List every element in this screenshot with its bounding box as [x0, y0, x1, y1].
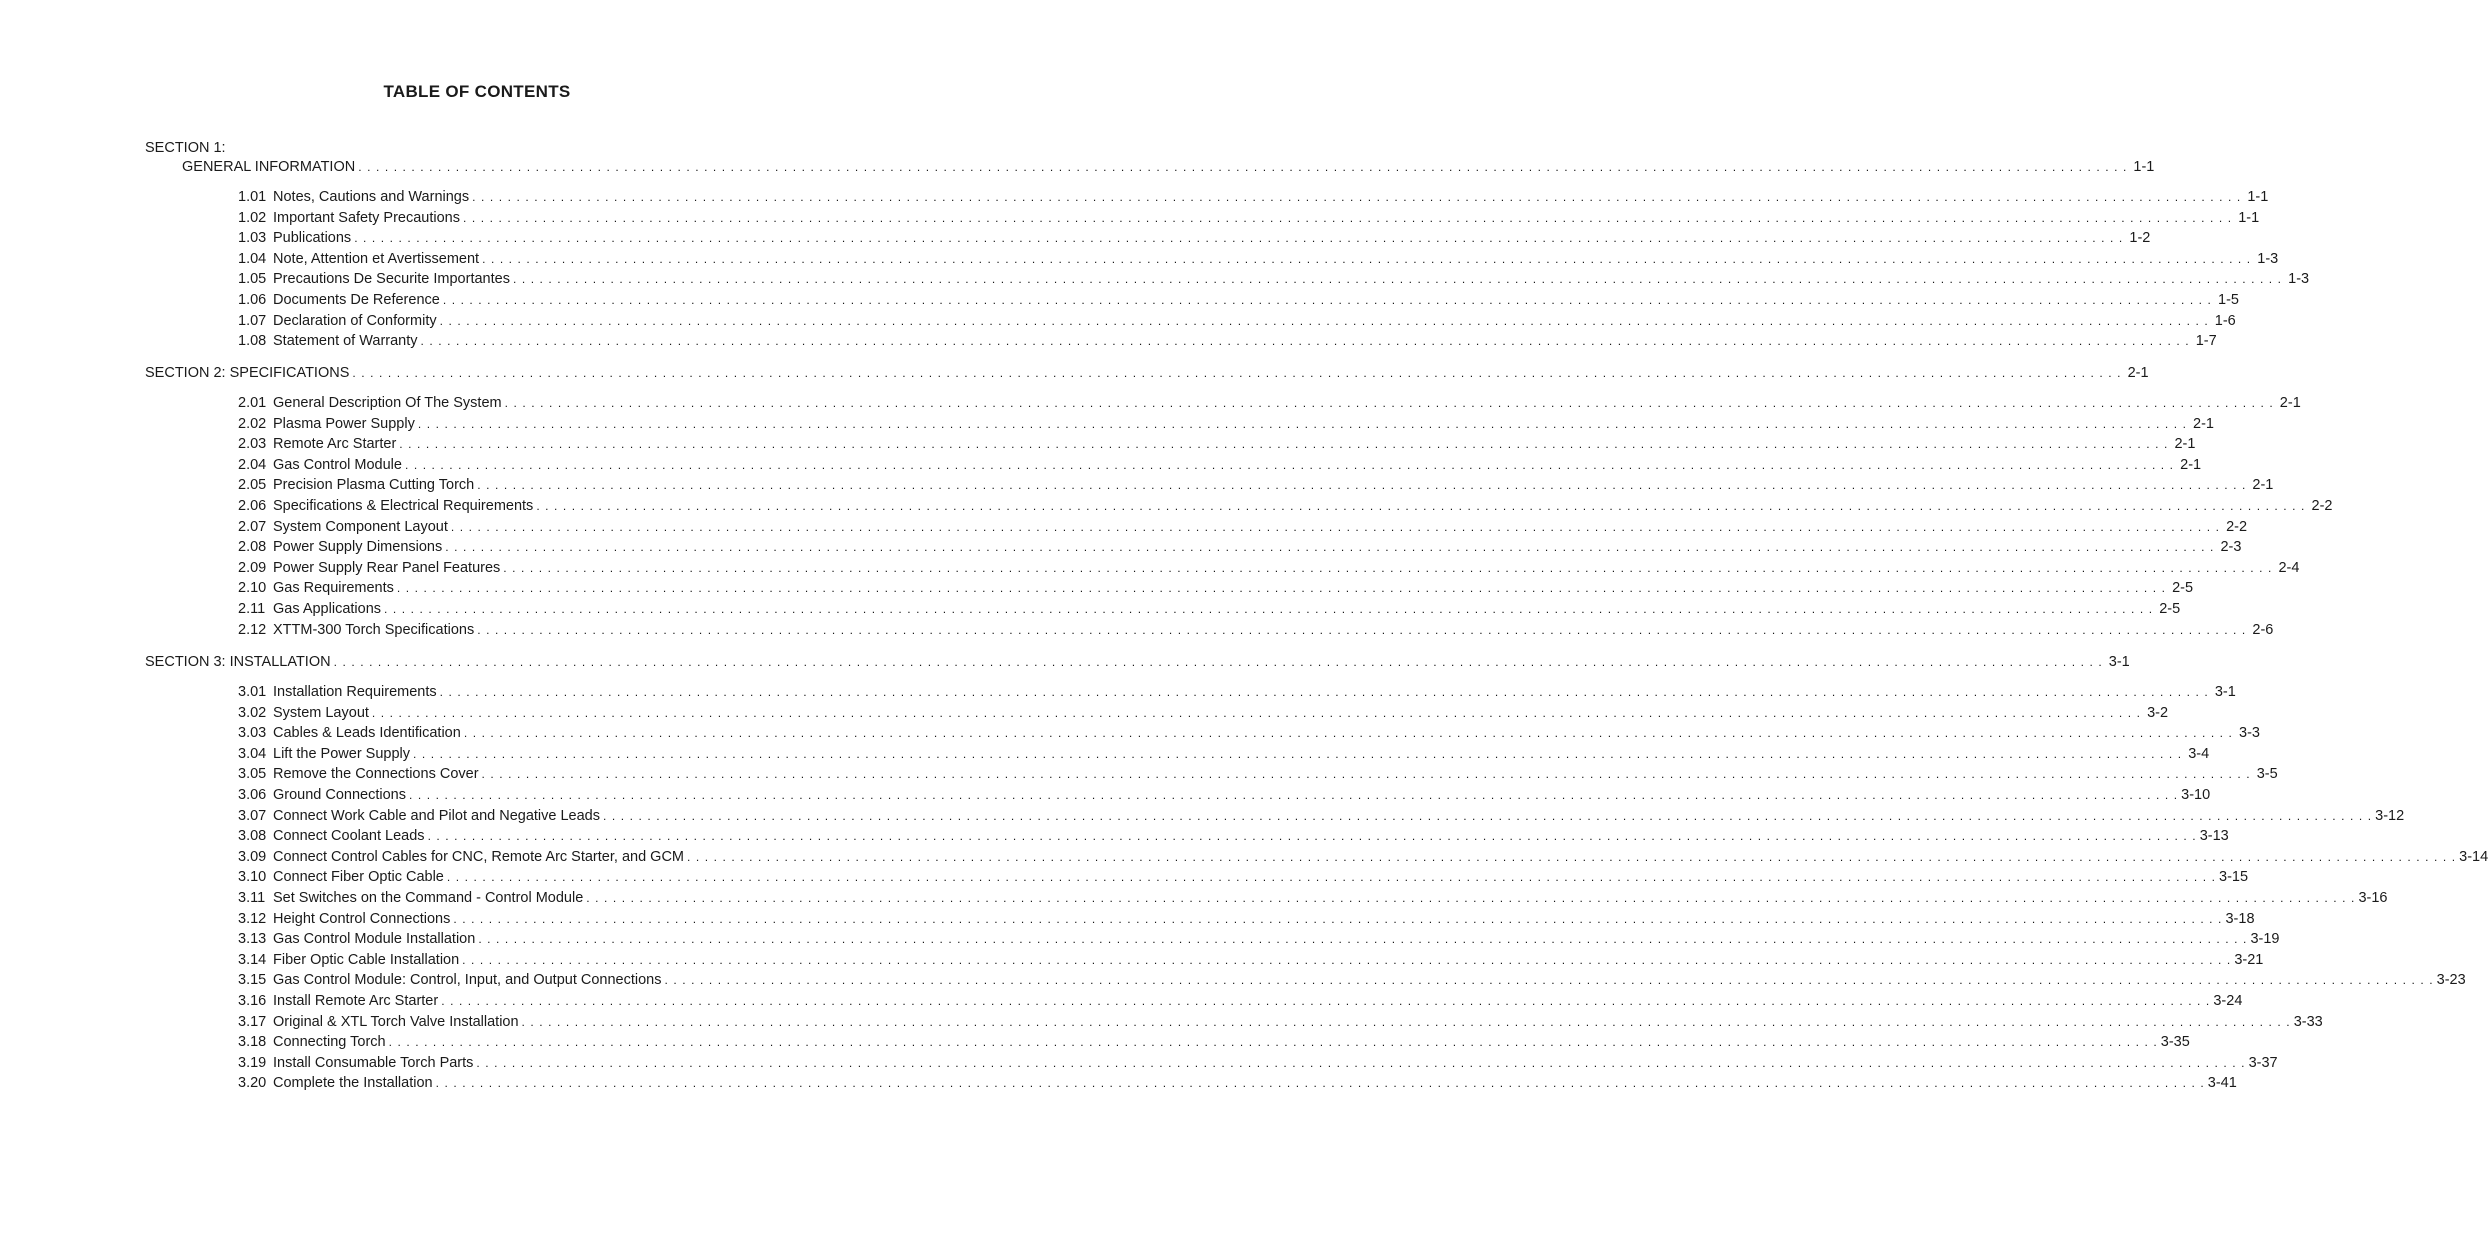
toc-entry-number: 3.02 — [238, 704, 267, 721]
toc-page-number: 3-4 — [2188, 745, 2210, 762]
toc-entry[interactable] — [238, 537, 2242, 557]
toc-entry-number: 3.10 — [238, 869, 267, 886]
dot-leader: . . . . . . . . . . . . . . . . . . . . . . . . . . . . . . . . . . . . . . . . . . . . . . . . . . . . . . . . . . . . . . . . . . . . . . . . . . . . . . . . . . . . . . . . . . . . . . . . . . . . . . . . . . . . . . . . . . . . . . . . . . . . . . . . . . . . . . . . . . . . . . . . . . . . . . . . . . . . . . . . . . . . . . . . . . . . . . . . . . . . . . . . . . . . . . . . . . . . . . . . — [476, 1055, 2246, 1070]
toc-page-number: 3-41 — [2207, 1075, 2237, 1092]
dot-leader: . . . . . . . . . . . . . . . . . . . . . . . . . . . . . . . . . . . . . . . . . . . . . . . . . . . . . . . . . . . . . . . . . . . . . . . . . . . . . . . . . . . . . . . . . . . . . . . . . . . . . . . . . . . . . . . . . . . . . . . . . . . . . . . . . . . . . . . . . . . . . . . . . . . . . . . . . . . . . . . . . . . . . . . . . . . . . . . . . . . . . . . . . . . . . . . . . . . . . . . . — [427, 829, 2197, 844]
dot-leader: . . . . . . . . . . . . . . . . . . . . . . . . . . . . . . . . . . . . . . . . . . . . . . . . . . . . . . . . . . . . . . . . . . . . . . . . . . . . . . . . . . . . . . . . . . . . . . . . . . . . . . . . . . . . . . . . . . . . . . . . . . . . . . . . . . . . . . . . . . . . . . . . . . . . . . . . . . . . . . . . . . . . . . . . . . . . . . . . . . . . . . . . . . . . . . . . . . . . . . . . — [388, 1035, 2158, 1050]
toc-entry-title: System Component Layout — [273, 518, 448, 535]
dot-leader: . . . . . . . . . . . . . . . . . . . . . . . . . . . . . . . . . . . . . . . . . . . . . . . . . . . . . . . . . . . . . . . . . . . . . . . . . . . . . . . . . . . . . . . . . . . . . . . . . . . . . . . . . . . . . . . . . . . . . . . . . . . . . . . . . . . . . . . . . . . . . . . . . . . . . . . . . . . . . . . . . . . . . . . . . . . . . . . . . . . . . . . . . . . . . . . . . . . . . . . . — [478, 932, 2248, 947]
toc-entry-title: Cables & Leads Identification — [273, 725, 461, 742]
dot-leader: . . . . . . . . . . . . . . . . . . . . . . . . . . . . . . . . . . . . . . . . . . . . . . . . . . . . . . . . . . . . . . . . . . . . . . . . . . . . . . . . . . . . . . . . . . . . . . . . . . . . . . . . . . . . . . . . . . . . . . . . . . . . . . . . . . . . . . . . . . . . . . . . . . . . . . . . . . . . . . . . . . . . . . . . . . . . . . . . . . . . . . . . . . . . . . . . . . . . . . . . — [371, 705, 2142, 720]
toc-entry-number: 2.04 — [238, 456, 267, 473]
toc-entry-number: 2.11 — [238, 601, 266, 617]
toc-entry-number: 3.18 — [238, 1034, 267, 1051]
toc-entry[interactable] — [238, 269, 2310, 289]
toc-entry-title: Original & XTL Torch Valve Installation — [273, 1013, 519, 1030]
toc-page-number: 2-1 — [2174, 436, 2196, 453]
toc-page-number: 2-2 — [2311, 498, 2333, 514]
toc-entry-title: Gas Control Module — [273, 456, 402, 473]
toc-page-number: 1-1 — [2247, 189, 2269, 205]
dot-leader: . . . . . . . . . . . . . . . . . . . . . . . . . . . . . . . . . . . . . . . . . . . . . . . . . . . . . . . . . . . . . . . . . . . . . . . . . . . . . . . . . . . . . . . . . . . . . . . . . . . . . . . . . . . . . . . . . . . . . . . . . . . . . . . . . . . . . . . . . . . . . . . . . . . . . . . . . . . . . . . . . . . . . . . . . . . . . . . . . . . . . . . . . . . . . . . . . . . . . . . . — [477, 622, 2247, 637]
toc-entry-title: Gas Control Module: Control, Input, and Output Connections — [273, 972, 662, 989]
dot-leader: . . . . . . . . . . . . . . . . . . . . . . . . . . . . . . . . . . . . . . . . . . . . . . . . . . . . . . . . . . . . . . . . . . . . . . . . . . . . . . . . . . . . . . . . . . . . . . . . . . . . . . . . . . . . . . . . . . . . . . . . . . . . . . . . . . . . . . . . . . . . . . . . . . . . . . . . . . . . . . . . . . . . . . . . . . . . . . . . . . . . . . . . . . . . . . . . . . . . . . . . — [409, 788, 2179, 802]
toc-entry[interactable] — [238, 744, 2210, 764]
toc-entry-number: 3.07 — [238, 807, 267, 824]
toc-entry-number: 3.15 — [238, 972, 267, 989]
dot-leader: . . . . . . . . . . . . . . . . . . . . . . . . . . . . . . . . . . . . . . . . . . . . . . . . . . . . . . . . . . . . . . . . . . . . . . . . . . . . . . . . . . . . . . . . . . . . . . . . . . . . . . . . . . . . . . . . . . . . . . . . . . . . . . . . . . . . . . . . . . . . . . . . . . . . . . . . . . . . . . . . . . . . . . . . . . . . . . . . . . . . . . . . . . . . . . . . . . . . . . . . — [439, 685, 2209, 699]
dot-leader: . . . . . . . . . . . . . . . . . . . . . . . . . . . . . . . . . . . . . . . . . . . . . . . . . . . . . . . . . . . . . . . . . . . . . . . . . . . . . . . . . . . . . . . . . . . . . . . . . . . . . . . . . . . . . . . . . . . . . . . . . . . . . . . . . . . . . . . . . . . . . . . . . . . . . . . . . . . . . . . . . . . . . . . . . . . . . . . . . . . . . . . . . . . . . . . . . . . . . . . . — [358, 160, 2128, 174]
toc-entry[interactable] — [238, 867, 2249, 887]
toc-entry-title: System Layout — [273, 704, 369, 721]
toc-entry[interactable] — [238, 187, 2269, 207]
toc-entry[interactable] — [238, 806, 2405, 826]
toc-page-number: 3-24 — [2213, 993, 2243, 1009]
toc-page-number: 1-3 — [2257, 250, 2279, 267]
toc-entry-title: Ground Connections — [273, 787, 406, 803]
toc-page-number: 1-1 — [2238, 209, 2260, 226]
toc-entry-title: Connect Coolant Leads — [273, 828, 425, 845]
toc-entry[interactable] — [238, 764, 2278, 784]
toc-entry-title: Remove the Connections Cover — [273, 766, 479, 783]
toc-entry[interactable] — [238, 1032, 2190, 1052]
toc-page-number: 3-19 — [2250, 931, 2280, 948]
toc-page-number: 3-14 — [2459, 848, 2488, 865]
dot-leader: . . . . . . . . . . . . . . . . . . . . . . . . . . . . . . . . . . . . . . . . . . . . . . . . . . . . . . . . . . . . . . . . . . . . . . . . . . . . . . . . . . . . . . . . . . . . . . . . . . . . . . . . . . . . . . . . . . . . . . . . . . . . . . . . . . . . . . . . . . . . . . . . . . . . . . . . . . . . . . . . . . . . . . . . . . . . . . . . . . . . . . . . . . . . . . . . . . . . . . . . — [512, 272, 2283, 287]
toc-entry-title: Fiber Optic Cable Installation — [273, 951, 460, 968]
section-3-title[interactable] — [145, 652, 2130, 672]
dot-leader: . . . . . . . . . . . . . . . . . . . . . . . . . . . . . . . . . . . . . . . . . . . . . . . . . . . . . . . . . . . . . . . . . . . . . . . . . . . . . . . . . . . . . . . . . . . . . . . . . . . . . . . . . . . . . . . . . . . . . . . . . . . . . . . . . . . . . . . . . . . . . . . . . . . . . . . . . . . . . . . . . . . . . . . . . . . . . . . . . . . . . . . . . . . . . . . . . . . . . . . . — [445, 540, 2215, 555]
toc-entry[interactable] — [238, 847, 2488, 867]
toc-entry-number: 3.20 — [238, 1075, 267, 1092]
toc-entry[interactable] — [238, 434, 2196, 454]
toc-entry-number: 1.08 — [238, 333, 267, 350]
toc-entry[interactable] — [238, 228, 2151, 248]
toc-page-number: 3-1 — [2108, 654, 2130, 670]
page-title: TABLE OF CONTENTS — [383, 82, 571, 101]
toc-page-number: 2-1 — [2279, 395, 2301, 411]
dot-leader: . . . . . . . . . . . . . . . . . . . . . . . . . . . . . . . . . . . . . . . . . . . . . . . . . . . . . . . . . . . . . . . . . . . . . . . . . . . . . . . . . . . . . . . . . . . . . . . . . . . . . . . . . . . . . . . . . . . . . . . . . . . . . . . . . . . . . . . . . . . . . . . . . . . . . . . . . . . . . . . . . . . . . . . . . . . . . . . . . . . . . . . . . . . . . . . . . . . . . . . . — [439, 313, 2209, 328]
toc-entry[interactable] — [238, 785, 2211, 805]
toc-page-number: 3-13 — [2199, 828, 2229, 845]
dot-leader: . . . . . . . . . . . . . . . . . . . . . . . . . . . . . . . . . . . . . . . . . . . . . . . . . . . . . . . . . . . . . . . . . . . . . . . . . . . . . . . . . . . . . . . . . . . . . . . . . . . . . . . . . . . . . . . . . . . . . . . . . . . . . . . . . . . . . . . . . . . . . . . . . . . . . . . . . . . . . . . . . . . . . . . . . . . . . . . . . . . . . . . . . . . . . . . . . . . . . . . . — [446, 870, 2217, 885]
dot-leader: . . . . . . . . . . . . . . . . . . . . . . . . . . . . . . . . . . . . . . . . . . . . . . . . . . . . . . . . . . . . . . . . . . . . . . . . . . . . . . . . . . . . . . . . . . . . . . . . . . . . . . . . . . . . . . . . . . . . . . . . . . . . . . . . . . . . . . . . . . . . . . . . . . . . . . . . . . . . . . . . . . . . . . . . . . . . . . . . . . . . . . . . . . . . . . . . . . . . . . . . — [417, 416, 2187, 431]
toc-entry[interactable] — [238, 723, 2260, 743]
toc-entry[interactable] — [238, 888, 2388, 908]
toc-entry-title: Specifications & Electrical Requirements — [273, 498, 534, 514]
toc-entry[interactable] — [238, 1073, 2237, 1093]
section-1-heading: SECTION 1: — [145, 140, 226, 156]
toc-entry-number: 2.03 — [238, 436, 267, 453]
dot-leader: . . . . . . . . . . . . . . . . . . . . . . . . . . . . . . . . . . . . . . . . . . . . . . . . . . . . . . . . . . . . . . . . . . . . . . . . . . . . . . . . . . . . . . . . . . . . . . . . . . . . . . . . . . . . . . . . . . . . . . . . . . . . . . . . . . . . . . . . . . . . . . . . . . . . . . . . . . . . . . . . . . . . . . . . . . . . . . . . . . . . . . . . . . . . . . . . . . . . . . . . — [482, 251, 2252, 266]
toc-entry-number: 3.08 — [238, 828, 267, 845]
toc-entry-title: Connect Work Cable and Pilot and Negative Leads — [273, 807, 600, 824]
toc-entry-title: Connect Fiber Optic Cable — [273, 869, 444, 886]
toc-entry[interactable] — [238, 826, 2229, 846]
toc-page-number: 3-21 — [2234, 951, 2264, 968]
toc-entry[interactable] — [238, 331, 2217, 351]
toc-entry-number: 1.07 — [238, 312, 267, 329]
toc-entry-title: Power Supply Dimensions — [273, 539, 443, 556]
dot-leader: . . . . . . . . . . . . . . . . . . . . . . . . . . . . . . . . . . . . . . . . . . . . . . . . . . . . . . . . . . . . . . . . . . . . . . . . . . . . . . . . . . . . . . . . . . . . . . . . . . . . . . . . . . . . . . . . . . . . . . . . . . . . . . . . . . . . . . . . . . . . . . . . . . . . . . . . . . . . . . . . . . . . . . . . . . . . . . . . . . . . . . . . . . . . . . . . . . . . . . . . — [453, 911, 2223, 926]
dot-leader: . . . . . . . . . . . . . . . . . . . . . . . . . . . . . . . . . . . . . . . . . . . . . . . . . . . . . . . . . . . . . . . . . . . . . . . . . . . . . . . . . . . . . . . . . . . . . . . . . . . . . . . . . . . . . . . . . . . . . . . . . . . . . . . . . . . . . . . . . . . . . . . . . . . . . . . . . . . . . . . . . . . . . . . . . . . . . . . . . . . . . . . . . . . . . . . . . . . . . . . . — [463, 726, 2233, 741]
toc-entry-number: 3.19 — [238, 1054, 267, 1071]
toc-entry[interactable] — [238, 475, 2274, 495]
toc-entry[interactable] — [238, 620, 2274, 640]
toc-entry-number: 3.12 — [238, 910, 267, 927]
toc-page-number: 1-5 — [2218, 292, 2239, 308]
toc-entry-number: 1.05 — [238, 271, 267, 288]
toc-entry-title: Note, Attention et Avertissement — [273, 250, 480, 267]
toc-page-number: 3-1 — [2214, 684, 2236, 700]
toc-entry-title: Height Control Connections — [273, 910, 451, 927]
toc-page-number: 3-23 — [2436, 972, 2466, 989]
toc-entry-number: 2.12 — [238, 621, 267, 638]
dot-leader: . . . . . . . . . . . . . . . . . . . . . . . . . . . . . . . . . . . . . . . . . . . . . . . . . . . . . . . . . . . . . . . . . . . . . . . . . . . . . . . . . . . . . . . . . . . . . . . . . . . . . . . . . . . . . . . . . . . . . . . . . . . . . . . . . . . . . . . . . . . . . . . . . . . . . . . . . . . . . . . . . . . . . . . . . . . . . . . . . . . . . . . . . . . . . . . . . . . . . . . . — [603, 808, 2373, 823]
dot-leader: . . . . . . . . . . . . . . . . . . . . . . . . . . . . . . . . . . . . . . . . . . . . . . . . . . . . . . . . . . . . . . . . . . . . . . . . . . . . . . . . . . . . . . . . . . . . . . . . . . . . . . . . . . . . . . . . . . . . . . . . . . . . . . . . . . . . . . . . . . . . . . . . . . . . . . . . . . . . . . . . . . . . . . . . . . . . . . . . . . . . . . . . . . . . . . . . . . . . . . . . — [586, 891, 2356, 905]
toc-entry-title: Precision Plasma Cutting Torch — [273, 477, 475, 494]
toc-page-number: 3-5 — [2256, 766, 2278, 783]
toc-entry-title: Connect Control Cables for CNC, Remote Arc Starter, and GCM — [273, 848, 684, 865]
toc-entry-number: 1.06 — [238, 292, 267, 308]
toc-entry-number: 1.01 — [238, 189, 267, 205]
toc-entry-title: SECTION 3: INSTALLATION — [145, 654, 331, 670]
toc-entry-number: 2.06 — [238, 498, 267, 514]
toc-entry-title: XTTM-300 Torch Specifications — [273, 621, 475, 638]
toc-page-number: 2-1 — [2127, 365, 2149, 381]
dot-leader: . . . . . . . . . . . . . . . . . . . . . . . . . . . . . . . . . . . . . . . . . . . . . . . . . . . . . . . . . . . . . . . . . . . . . . . . . . . . . . . . . . . . . . . . . . . . . . . . . . . . . . . . . . . . . . . . . . . . . . . . . . . . . . . . . . . . . . . . . . . . . . . . . . . . . . . . . . . . . . . . . . . . . . . . . . . . . . . . . . . . . . . . . . . . . . . . . . . . . . . . — [536, 499, 2306, 513]
toc-page-number: 2-1 — [2252, 477, 2274, 494]
toc-entry-title: Publications — [273, 230, 352, 247]
toc-entry-number: 2.05 — [238, 477, 267, 494]
toc-page-number: 2-4 — [2278, 559, 2300, 576]
toc-entry-title: General Description Of The System — [273, 395, 502, 411]
toc-page-number: 3-12 — [2375, 807, 2405, 824]
toc-entry-number: 3.05 — [238, 766, 267, 783]
toc-entry-title: Power Supply Rear Panel Features — [273, 559, 501, 576]
dot-leader: . . . . . . . . . . . . . . . . . . . . . . . . . . . . . . . . . . . . . . . . . . . . . . . . . . . . . . . . . . . . . . . . . . . . . . . . . . . . . . . . . . . . . . . . . . . . . . . . . . . . . . . . . . . . . . . . . . . . . . . . . . . . . . . . . . . . . . . . . . . . . . . . . . . . . . . . . . . . . . . . . . . . . . . . . . . . . . . . . . . . . . . . . . . . . . . . . . . . . . . . — [504, 396, 2274, 410]
toc-page-number: 2-1 — [2180, 456, 2202, 473]
toc-entry-title: Plasma Power Supply — [273, 415, 415, 432]
toc-page-number: 1-1 — [2133, 159, 2155, 175]
toc-page-number: 1-6 — [2214, 312, 2236, 329]
toc-entry-number: 2.08 — [238, 539, 267, 556]
toc-page-number: 2-5 — [2159, 601, 2181, 617]
toc-entry[interactable] — [238, 496, 2333, 516]
dot-leader: . . . . . . . . . . . . . . . . . . . . . . . . . . . . . . . . . . . . . . . . . . . . . . . . . . . . . . . . . . . . . . . . . . . . . . . . . . . . . . . . . . . . . . . . . . . . . . . . . . . . . . . . . . . . . . . . . . . . . . . . . . . . . . . . . . . . . . . . . . . . . . . . . . . . . . . . . . . . . . . . . . . . . . . . . . . . . . . . . . . . . . . . . . . . . . . . . . . . . . . . — [521, 1014, 2291, 1029]
toc-entry-number: 1.02 — [238, 209, 267, 226]
toc-entry[interactable] — [238, 929, 2280, 949]
dot-leader: . . . . . . . . . . . . . . . . . . . . . . . . . . . . . . . . . . . . . . . . . . . . . . . . . . . . . . . . . . . . . . . . . . . . . . . . . . . . . . . . . . . . . . . . . . . . . . . . . . . . . . . . . . . . . . . . . . . . . . . . . . . . . . . . . . . . . . . . . . . . . . . . . . . . . . . . . . . . . . . . . . . . . . . . . . . . . . . . . . . . . . . . . . . . . . . . . . . . . . . . — [435, 1076, 2205, 1091]
toc-entry-title: Set Switches on the Command - Control Module — [273, 890, 584, 906]
toc-entry-number: 3.09 — [238, 848, 267, 865]
toc-page-number: 3-10 — [2181, 787, 2211, 803]
toc-page-number: 3-35 — [2160, 1034, 2190, 1051]
toc-entry[interactable] — [238, 393, 2301, 413]
toc-entry-title: Install Remote Arc Starter — [273, 993, 439, 1009]
dot-leader: . . . . . . . . . . . . . . . . . . . . . . . . . . . . . . . . . . . . . . . . . . . . . . . . . . . . . . . . . . . . . . . . . . . . . . . . . . . . . . . . . . . . . . . . . . . . . . . . . . . . . . . . . . . . . . . . . . . . . . . . . . . . . . . . . . . . . . . . . . . . . . . . . . . . . . . . . . . . . . . . . . . . . . . . . . . . . . . . . . . . . . . . . . . . . . . . . . . . . . . . — [441, 994, 2211, 1008]
toc-entry-title: SECTION 2: SPECIFICATIONS — [145, 365, 350, 381]
toc-page-number: 2-1 — [2193, 415, 2214, 432]
section-1-title[interactable] — [182, 157, 2155, 177]
toc-entry[interactable] — [238, 208, 2260, 228]
toc-entry-title: Install Consumable Torch Parts — [273, 1054, 474, 1071]
toc-entry[interactable] — [238, 599, 2181, 619]
toc-page-number: 3-2 — [2147, 704, 2169, 721]
dot-leader: . . . . . . . . . . . . . . . . . . . . . . . . . . . . . . . . . . . . . . . . . . . . . . . . . . . . . . . . . . . . . . . . . . . . . . . . . . . . . . . . . . . . . . . . . . . . . . . . . . . . . . . . . . . . . . . . . . . . . . . . . . . . . . . . . . . . . . . . . . . . . . . . . . . . . . . . . . . . . . . . . . . . . . . . . . . . . . . . . . . . . . . . . . . . . . . . . . . . . . . . — [354, 231, 2124, 246]
toc-page-number: 1-7 — [2195, 333, 2217, 350]
toc-entry-title: Important Safety Precautions — [273, 209, 460, 226]
dot-leader: . . . . . . . . . . . . . . . . . . . . . . . . . . . . . . . . . . . . . . . . . . . . . . . . . . . . . . . . . . . . . . . . . . . . . . . . . . . . . . . . . . . . . . . . . . . . . . . . . . . . . . . . . . . . . . . . . . . . . . . . . . . . . . . . . . . . . . . . . . . . . . . . . . . . . . . . . . . . . . . . . . . . . . . . . . . . . . . . . . . . . . . . . . . . . . . . . . . . . . . . — [442, 293, 2212, 307]
toc-entry-title: Gas Requirements — [273, 580, 394, 597]
toc-entry-title: Notes, Cautions and Warnings — [273, 189, 470, 205]
dot-leader: . . . . . . . . . . . . . . . . . . . . . . . . . . . . . . . . . . . . . . . . . . . . . . . . . . . . . . . . . . . . . . . . . . . . . . . . . . . . . . . . . . . . . . . . . . . . . . . . . . . . . . . . . . . . . . . . . . . . . . . . . . . . . . . . . . . . . . . . . . . . . . . . . . . . . . . . . . . . . . . . . . . . . . . . . . . . . . . . . . . . . . . . . . . . . . . . . . . . . . . . — [481, 767, 2251, 782]
toc-entry-number: 3.06 — [238, 787, 267, 803]
toc-entry-number: 3.03 — [238, 725, 267, 742]
dot-leader: . . . . . . . . . . . . . . . . . . . . . . . . . . . . . . . . . . . . . . . . . . . . . . . . . . . . . . . . . . . . . . . . . . . . . . . . . . . . . . . . . . . . . . . . . . . . . . . . . . . . . . . . . . . . . . . . . . . . . . . . . . . . . . . . . . . . . . . . . . . . . . . . . . . . . . . . . . . . . . . . . . . . . . . . . . . . . . . . . . . . . . . . . . . . . . . . . . . . . . . . — [413, 746, 2183, 761]
dot-leader: . . . . . . . . . . . . . . . . . . . . . . . . . . . . . . . . . . . . . . . . . . . . . . . . . . . . . . . . . . . . . . . . . . . . . . . . . . . . . . . . . . . . . . . . . . . . . . . . . . . . . . . . . . . . . . . . . . . . . . . . . . . . . . . . . . . . . . . . . . . . . . . . . . . . . . . . . . . . . . . . . . . . . . . . . . . . . . . . . . . . . . . . . . . . . . . . . . . . . . . . — [477, 478, 2247, 493]
toc-entry-number: 3.13 — [238, 931, 267, 948]
dot-leader: . . . . . . . . . . . . . . . . . . . . . . . . . . . . . . . . . . . . . . . . . . . . . . . . . . . . . . . . . . . . . . . . . . . . . . . . . . . . . . . . . . . . . . . . . . . . . . . . . . . . . . . . . . . . . . . . . . . . . . . . . . . . . . . . . . . . . . . . . . . . . . . . . . . . . . . . . . . . . . . . . . . . . . . . . . . . . . . . . . . . . . . . . . . . . . . . . . . . . . . . — [352, 366, 2122, 380]
toc-entry-number: 3.17 — [238, 1013, 267, 1030]
toc-entry-title: Precautions De Securite Importantes — [273, 271, 510, 288]
dot-leader: . . . . . . . . . . . . . . . . . . . . . . . . . . . . . . . . . . . . . . . . . . . . . . . . . . . . . . . . . . . . . . . . . . . . . . . . . . . . . . . . . . . . . . . . . . . . . . . . . . . . . . . . . . . . . . . . . . . . . . . . . . . . . . . . . . . . . . . . . . . . . . . . . . . . . . . . . . . . . . . . . . . . . . . . . . . . . . . . . . . . . . . . . . . . . . . . . . . . . . . . — [399, 437, 2169, 452]
toc-entry-number: 2.02 — [238, 415, 267, 432]
toc-entry-number: 1.04 — [238, 250, 267, 267]
toc-entry[interactable] — [238, 950, 2264, 970]
toc-entry-number: 1.03 — [238, 230, 267, 247]
toc-entry-number: 2.01 — [238, 395, 267, 411]
toc-entry-title: Connecting Torch — [273, 1034, 386, 1051]
toc-entry-title: Remote Arc Starter — [273, 436, 397, 453]
dot-leader: . . . . . . . . . . . . . . . . . . . . . . . . . . . . . . . . . . . . . . . . . . . . . . . . . . . . . . . . . . . . . . . . . . . . . . . . . . . . . . . . . . . . . . . . . . . . . . . . . . . . . . . . . . . . . . . . . . . . . . . . . . . . . . . . . . . . . . . . . . . . . . . . . . . . . . . . . . . . . . . . . . . . . . . . . . . . . . . . . . . . . . . . . . . . . . . . . . . . . . . . — [333, 655, 2103, 669]
dot-leader: . . . . . . . . . . . . . . . . . . . . . . . . . . . . . . . . . . . . . . . . . . . . . . . . . . . . . . . . . . . . . . . . . . . . . . . . . . . . . . . . . . . . . . . . . . . . . . . . . . . . . . . . . . . . . . . . . . . . . . . . . . . . . . . . . . . . . . . . . . . . . . . . . . . . . . . . . . . . . . . . . . . . . . . . . . . . . . . . . . . . . . . . . . . . . . . . . . . . . . . . — [420, 334, 2190, 349]
toc-entry-number: 2.07 — [238, 518, 267, 535]
dot-leader: . . . . . . . . . . . . . . . . . . . . . . . . . . . . . . . . . . . . . . . . . . . . . . . . . . . . . . . . . . . . . . . . . . . . . . . . . . . . . . . . . . . . . . . . . . . . . . . . . . . . . . . . . . . . . . . . . . . . . . . . . . . . . . . . . . . . . . . . . . . . . . . . . . . . . . . . . . . . . . . . . . . . . . . . . . . . . . . . . . . . . . . . . . . . . . . . . . . . . . . . — [450, 519, 2221, 534]
toc-entry-number: 3.11 — [238, 890, 266, 906]
toc-entry-number: 3.16 — [238, 993, 267, 1009]
toc-entry-title: Installation Requirements — [273, 684, 437, 700]
dot-leader: . . . . . . . . . . . . . . . . . . . . . . . . . . . . . . . . . . . . . . . . . . . . . . . . . . . . . . . . . . . . . . . . . . . . . . . . . . . . . . . . . . . . . . . . . . . . . . . . . . . . . . . . . . . . . . . . . . . . . . . . . . . . . . . . . . . . . . . . . . . . . . . . . . . . . . . . . . . . . . . . . . . . . . . . . . . . . . . . . . . . . . . . . . . . . . . . . . . . . . . . — [384, 602, 2154, 616]
toc-entry-title: Documents De Reference — [273, 292, 440, 308]
toc-entry-title: Declaration of Conformity — [273, 312, 437, 329]
toc-entry[interactable] — [238, 1053, 2278, 1073]
toc-entry[interactable] — [238, 578, 2194, 598]
toc-page-number: 2-2 — [2226, 518, 2248, 535]
toc-entry[interactable] — [238, 249, 2279, 269]
toc-entry-number: 3.14 — [238, 951, 267, 968]
toc-entry[interactable] — [238, 970, 2466, 990]
toc-page-number: 2-3 — [2220, 539, 2242, 556]
toc-entry[interactable] — [238, 682, 2236, 702]
toc-entry-number: 2.10 — [238, 580, 267, 597]
toc-page-number: 3-33 — [2293, 1013, 2323, 1030]
section-2-title[interactable] — [145, 363, 2149, 383]
toc-page-number: 1-2 — [2129, 230, 2151, 247]
toc-page-number: 3-15 — [2219, 869, 2249, 886]
dot-leader: . . . . . . . . . . . . . . . . . . . . . . . . . . . . . . . . . . . . . . . . . . . . . . . . . . . . . . . . . . . . . . . . . . . . . . . . . . . . . . . . . . . . . . . . . . . . . . . . . . . . . . . . . . . . . . . . . . . . . . . . . . . . . . . . . . . . . . . . . . . . . . . . . . . . . . . . . . . . . . . . . . . . . . . . . . . . . . . . . . . . . . . . . . . . . . . . . . . . . . . . — [664, 973, 2434, 988]
toc-entry-title: Statement of Warranty — [273, 333, 418, 350]
toc-entry[interactable] — [238, 909, 2255, 929]
dot-leader: . . . . . . . . . . . . . . . . . . . . . . . . . . . . . . . . . . . . . . . . . . . . . . . . . . . . . . . . . . . . . . . . . . . . . . . . . . . . . . . . . . . . . . . . . . . . . . . . . . . . . . . . . . . . . . . . . . . . . . . . . . . . . . . . . . . . . . . . . . . . . . . . . . . . . . . . . . . . . . . . . . . . . . . . . . . . . . . . . . . . . . . . . . . . . . . . . . . . . . . . — [463, 210, 2233, 225]
dot-leader: . . . . . . . . . . . . . . . . . . . . . . . . . . . . . . . . . . . . . . . . . . . . . . . . . . . . . . . . . . . . . . . . . . . . . . . . . . . . . . . . . . . . . . . . . . . . . . . . . . . . . . . . . . . . . . . . . . . . . . . . . . . . . . . . . . . . . . . . . . . . . . . . . . . . . . . . . . . . . . . . . . . . . . . . . . . . . . . . . . . . . . . . . . . . . . . . . . . . . . . . — [472, 190, 2242, 204]
toc-page-number: 3-16 — [2358, 890, 2388, 906]
toc-entry-title: GENERAL INFORMATION — [182, 159, 356, 175]
toc-entry[interactable] — [238, 414, 2214, 434]
toc-page-number: 2-6 — [2252, 621, 2274, 638]
dot-leader: . . . . . . . . . . . . . . . . . . . . . . . . . . . . . . . . . . . . . . . . . . . . . . . . . . . . . . . . . . . . . . . . . . . . . . . . . . . . . . . . . . . . . . . . . . . . . . . . . . . . . . . . . . . . . . . . . . . . . . . . . . . . . . . . . . . . . . . . . . . . . . . . . . . . . . . . . . . . . . . . . . . . . . . . . . . . . . . . . . . . . . . . . . . . . . . . . . . . . . . . — [404, 457, 2175, 472]
toc-entry[interactable] — [238, 517, 2248, 537]
dot-leader: . . . . . . . . . . . . . . . . . . . . . . . . . . . . . . . . . . . . . . . . . . . . . . . . . . . . . . . . . . . . . . . . . . . . . . . . . . . . . . . . . . . . . . . . . . . . . . . . . . . . . . . . . . . . . . . . . . . . . . . . . . . . . . . . . . . . . . . . . . . . . . . . . . . . . . . . . . . . . . . . . . . . . . . . . . . . . . . . . . . . . . . . . . . . . . . . . . . . . . . . — [503, 560, 2273, 575]
toc-entry-number: 2.09 — [238, 559, 267, 576]
dot-leader: . . . . . . . . . . . . . . . . . . . . . . . . . . . . . . . . . . . . . . . . . . . . . . . . . . . . . . . . . . . . . . . . . . . . . . . . . . . . . . . . . . . . . . . . . . . . . . . . . . . . . . . . . . . . . . . . . . . . . . . . . . . . . . . . . . . . . . . . . . . . . . . . . . . . . . . . . . . . . . . . . . . . . . . . . . . . . . . . . . . . . . . . . . . . . . . . . . . . . . . . — [462, 952, 2232, 967]
dot-leader: . . . . . . . . . . . . . . . . . . . . . . . . . . . . . . . . . . . . . . . . . . . . . . . . . . . . . . . . . . . . . . . . . . . . . . . . . . . . . . . . . . . . . . . . . . . . . . . . . . . . . . . . . . . . . . . . . . . . . . . . . . . . . . . . . . . . . . . . . . . . . . . . . . . . . . . . . . . . . . . . . . . . . . . . . . . . . . . . . . . . . . . . . . . . . . . . . . . . . . . . — [396, 581, 2167, 596]
toc-page-number: 3-3 — [2239, 725, 2260, 742]
toc-entry[interactable] — [238, 558, 2300, 578]
toc-page-number: 1-3 — [2288, 271, 2310, 288]
toc-entry[interactable] — [238, 991, 2243, 1011]
toc-entry[interactable] — [238, 703, 2169, 723]
toc-entry-title: Lift the Power Supply — [273, 745, 411, 762]
toc-entry[interactable] — [238, 455, 2202, 475]
toc-entry[interactable] — [238, 1012, 2323, 1032]
toc-page-number: 3-18 — [2225, 910, 2255, 927]
toc-entry-title: Gas Control Module Installation — [273, 931, 476, 948]
toc-page-number: 3-37 — [2248, 1054, 2278, 1071]
toc-entry-number: 3.01 — [238, 684, 267, 700]
toc-entry-title: Complete the Installation — [273, 1075, 433, 1092]
toc-page-number: 2-5 — [2172, 580, 2194, 597]
dot-leader: . . . . . . . . . . . . . . . . . . . . . . . . . . . . . . . . . . . . . . . . . . . . . . . . . . . . . . . . . . . . . . . . . . . . . . . . . . . . . . . . . . . . . . . . . . . . . . . . . . . . . . . . . . . . . . . . . . . . . . . . . . . . . . . . . . . . . . . . . . . . . . . . . . . . . . . . . . . . . . . . . . . . . . . . . . . . . . . . . . . . . . . . . . . . . . . . . . . . . . . . — [687, 849, 2457, 864]
toc-entry-number: 3.04 — [238, 745, 267, 762]
toc-entry-title: Gas Applications — [273, 601, 382, 617]
toc-entry[interactable] — [238, 311, 2236, 331]
toc-entry[interactable] — [238, 290, 2239, 310]
